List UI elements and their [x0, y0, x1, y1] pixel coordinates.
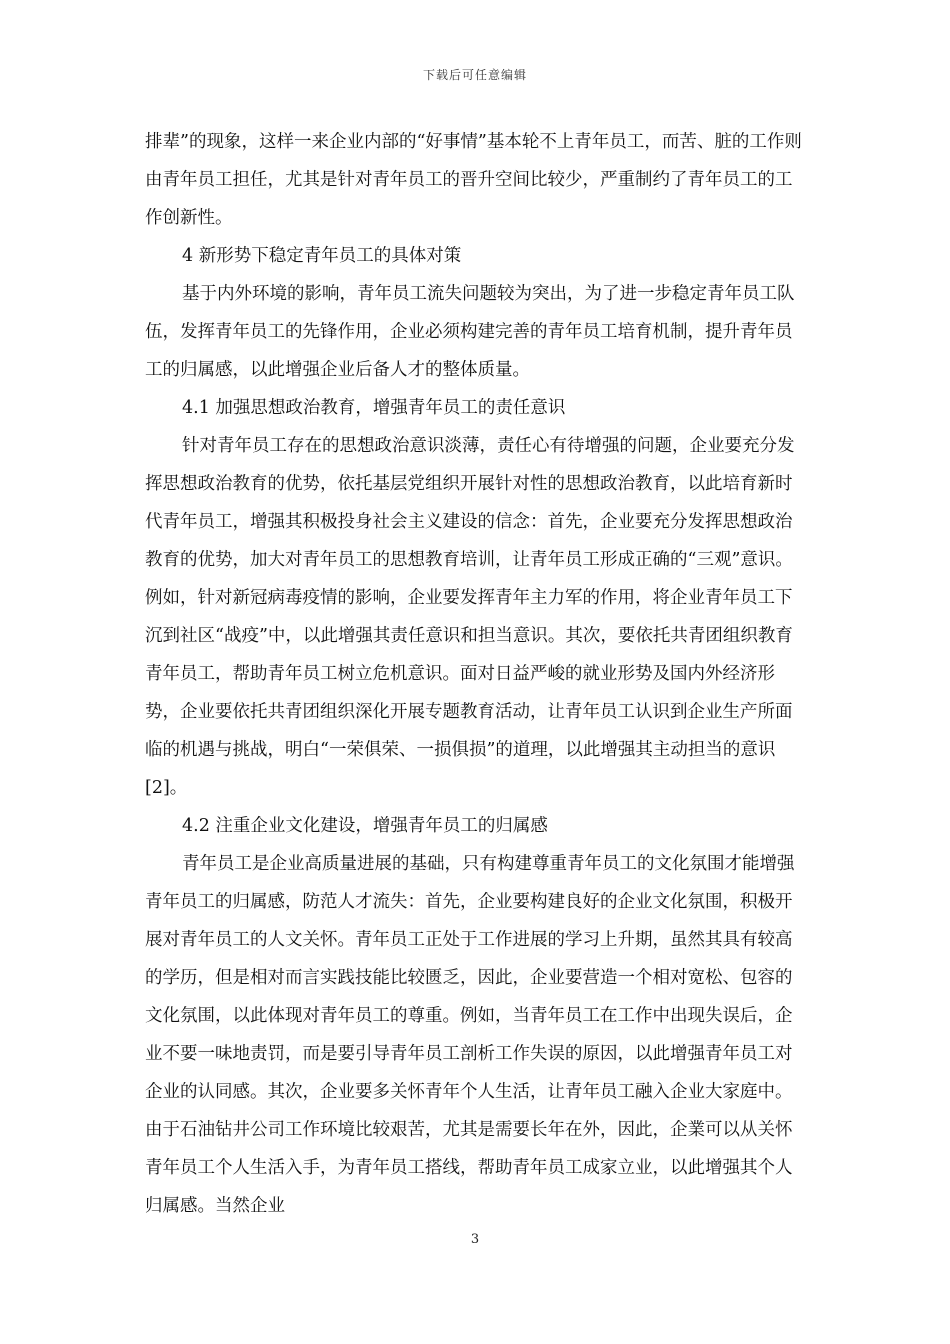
paragraph-intro: 基于内外环境的影响，青年员工流失问题较为突出，为了进一步稳定青年员工队伍，发挥青年员工的先锋作用，企业必须构建完善的青年员工培育机制，提升青年员工的归属感，以此增强企业后备人才的整体质量。 [145, 284, 795, 380]
paragraph-ideology: 针对青年员工存在的思想政治意识淡薄，责任心有待增强的问题，企业要充分发挥思想政治教育的优势，依托基层党组织开展针对性的思想政治教育，以此培育新时代青年员工，增强其积极投身社会主义建设的信念：首先，企业要充分发挥思想政治教育的优势，加大对青年员工的思想教育培训，让青年员工形成正确的“三观”意识。例如，针对新冠病毒疫情的影响，企业要发挥青年主力军的作用，将企业青年员工下沉到社区“战疫”中，以此增强其责任意识和担当意识。其次，要依托共青团组织教育青年员工，帮助青年员工树立危机意识。面对日益严峻的就业形势及国内外经济形势，企业要依托共青团组织深化开展专题教育活动，让青年员工认识到企业生产所面临的机遇与挑战，明白“一荣俱荣、一损俱损”的道理，以此增强其主动担当的意识[2]。 [145, 436, 795, 798]
section-heading-4-1: 4.1 加强思想政治教育，增强青年员工的责任意识 [182, 398, 566, 418]
paragraph-continuation: 排辈”的现象，这样一来企业内部的“好事情”基本轮不上青年员工，而苦、脏的工作则由青年员工担任，尤其是针对青年员工的晋升空间比较少，严重制约了青年员工的工作创新性。 [145, 132, 802, 228]
document-body [145, 123, 805, 1225]
section-heading-4: 4 新形势下稳定青年员工的具体对策 [182, 246, 462, 266]
section-heading-4-2: 4.2 注重企业文化建设，增强青年员工的归属感 [182, 816, 548, 836]
paragraph-culture: 青年员工是企业高质量进展的基础，只有构建尊重青年员工的文化氛围才能增强青年员工的归属感，防范人才流失：首先，企业要构建良好的企业文化氛围，积极开展对青年员工的人文关怀。青年员工正处于工作进展的学习上升期，虽然其具有较高的学历，但是相对而言实践技能比较匮乏，因此，企业要营造一个相对宽松、包容的文化氛围，以此体现对青年员工的尊重。例如，当青年员工在工作中出现失误后，企业不要一味地责罚，而是要引导青年员工剖析工作失误的原因，以此增强青年员工对企业的认同感。其次，企业要多关怀青年个人生活，让青年员工融入企业大家庭中。由于石油钻井公司工作环境比较艰苦，尤其是需要长年在外，因此，企業可以从关怀青年员工个人生活入手，为青年员工搭线，帮助青年员工成家立业，以此增强其个人归属感。当然企业 [145, 854, 795, 1216]
page-number: 3 [470, 1232, 480, 1247]
page-header: 下载后可任意编辑 [422, 68, 527, 82]
